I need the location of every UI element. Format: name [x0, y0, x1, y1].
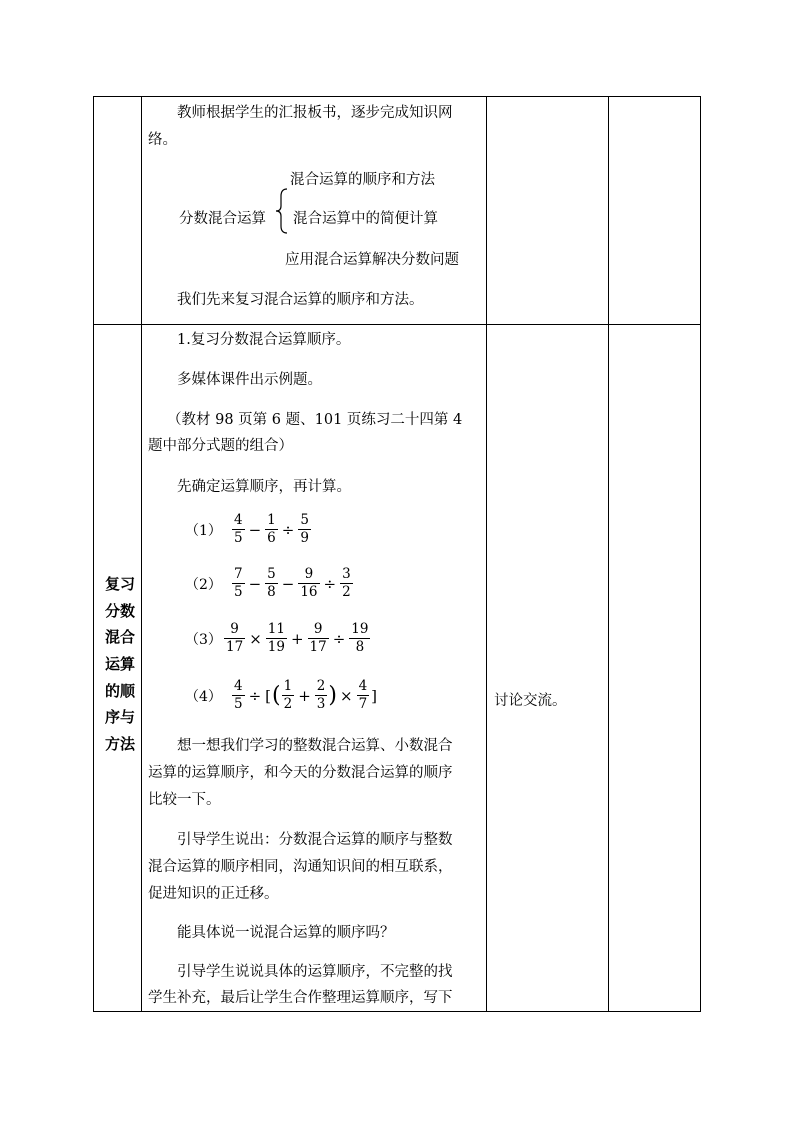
section-label-line: 序与: [104, 708, 135, 727]
section-label-line: 复习: [104, 575, 135, 593]
source-line1: （教材 98 页第 6 题、101 页练习二十四第 4: [167, 412, 463, 428]
exercise-2: （2） $\frac{7}{5}$ − $\frac{5}{8}$ − $\frac{9}{16}$ ÷ $\frac{3}{2}$: [185, 566, 351, 600]
exercise-3: （3） $\frac{9}{17}$ × $\frac{11}{19}$ + $\frac{9}{17}$ ÷ $\frac{19}{8}$: [185, 621, 369, 655]
table-border-right: [700, 96, 701, 1012]
table-divider-3: [608, 96, 609, 1012]
brace-item-order: 混合运算的顺序和方法: [290, 172, 435, 188]
table-divider-2: [486, 96, 487, 1012]
table-border-bottom: [93, 1011, 701, 1012]
guide2-line1: 引导学生说说具体的运算顺序，不完整的找: [177, 964, 453, 980]
think-line3: 比较一下。: [148, 792, 221, 808]
brace-item-simplify: 混合运算中的简便计算: [293, 211, 438, 227]
board-text-line2: 络。: [148, 132, 177, 148]
guide1-line2: 混合运算的顺序相同，沟通知识间的相互联系，: [148, 859, 453, 875]
section-label-line: 方法: [104, 735, 135, 754]
table-border-top: [93, 96, 701, 97]
source-line2: 题中部分式题的组合）: [148, 438, 293, 454]
exercise-4: （4） $\frac{4}{5}$ ÷ [ ( $\frac{1}{2}$ + $\frac{2}{3}$ ) × $\frac{4}{7}$ ]: [185, 678, 378, 712]
section-label-line: 分数: [104, 601, 135, 620]
brace-item-application: 应用混合运算解决分数问题: [285, 252, 459, 268]
section-label-line: 的顺: [104, 681, 135, 700]
table-row-divider: [93, 324, 701, 325]
section-label-line: 混合: [104, 628, 135, 647]
brace-root-label: 分数混合运算: [179, 211, 266, 227]
item-heading: 1.复习分数混合运算顺序。: [177, 332, 351, 348]
question-text: 能具体说一说混合运算的顺序吗？: [177, 925, 395, 941]
think-line1: 想一想我们学习的整数混合运算、小数混合: [177, 738, 453, 754]
guide1-line1: 引导学生说出：分数混合运算的顺序与整数: [177, 832, 453, 848]
instruction-text: 先确定运算顺序，再计算。: [177, 479, 351, 495]
brace-icon: [275, 188, 289, 234]
multimedia-text: 多媒体课件出示例题。: [177, 372, 322, 388]
exercise-index: （4）: [185, 688, 222, 705]
board-text-line1: 教师根据学生的汇报板书，逐步完成知识网: [177, 105, 453, 121]
section-label: [98, 574, 142, 761]
exercise-1: （1） $\frac{4}{5}$ − $\frac{1}{6}$ ÷ $\frac{5}{9}$: [185, 512, 309, 546]
table-border-left: [93, 96, 94, 1012]
lesson-table: [93, 96, 701, 1012]
guide1-line3: 促进知识的正迁移。: [148, 886, 279, 902]
guide2-line2: 学生补充，最后让学生合作整理运算顺序，写下: [148, 990, 453, 1006]
student-activity: 讨论交流。: [494, 693, 567, 709]
section-label-line: 运算: [104, 655, 135, 674]
exercise-index: （1）: [185, 522, 222, 539]
table-divider-1: [141, 96, 142, 1012]
think-line2: 运算的运算顺序，和今天的分数混合运算的顺序: [148, 765, 453, 781]
exercise-index: （3）: [185, 631, 222, 648]
exercise-index: （2）: [185, 576, 222, 593]
review-intro: 我们先来复习混合运算的顺序和方法。: [177, 292, 424, 308]
